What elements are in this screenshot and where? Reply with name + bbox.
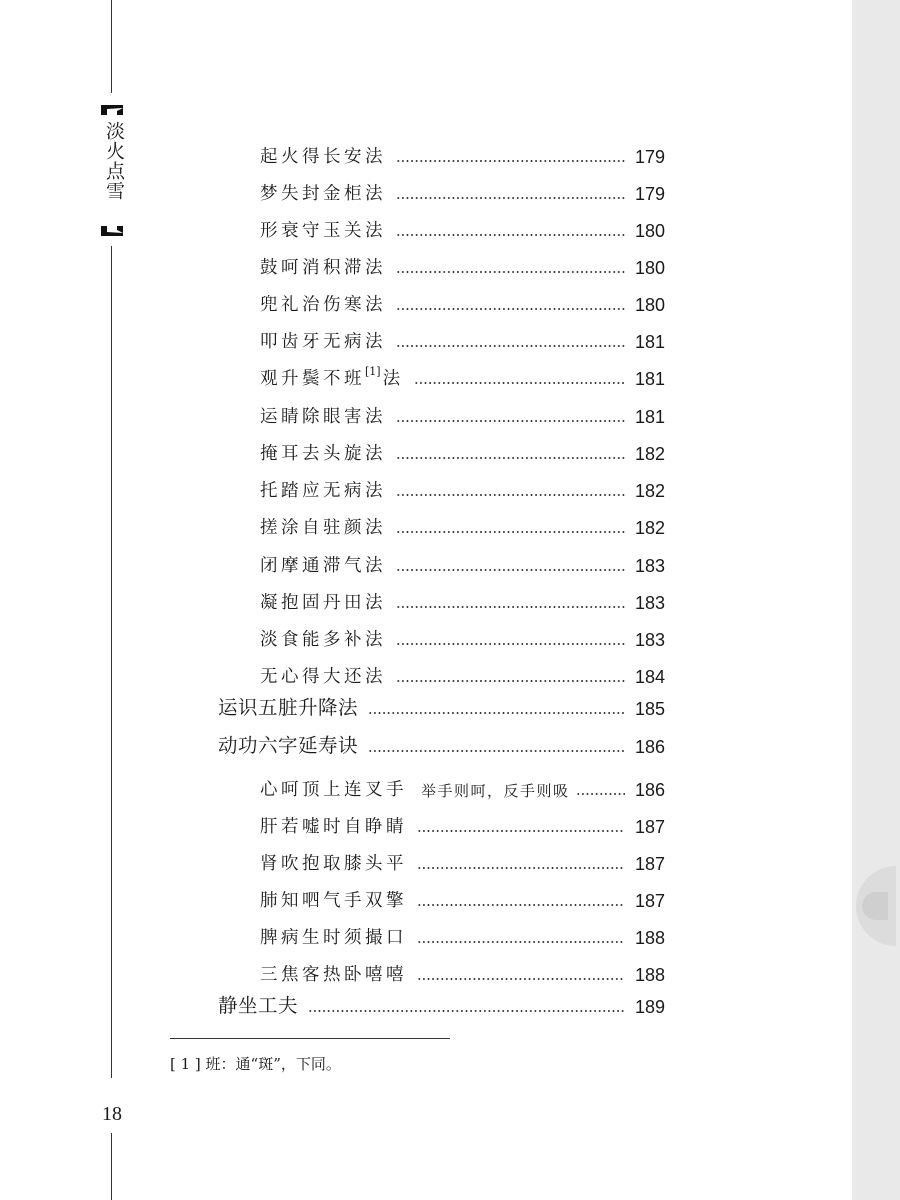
dot-leader [396,160,625,162]
toc-entry-page-number: 186 [634,737,665,757]
toc-entry-page-number: 185 [634,699,665,719]
footnote-divider [170,1038,450,1039]
toc-entry-title [260,626,386,651]
toc-entry-title-text: 形衰守玉关法 [260,221,386,241]
toc-entry [218,690,665,720]
toc-entry [260,249,665,279]
dot-leader [396,680,625,682]
dot-leader [417,830,625,832]
toc-entry [260,547,665,577]
toc-entry-page-number: 186 [634,780,665,800]
title-bracket-top-icon [101,105,123,115]
footnote-reference: [1] [365,365,381,378]
dot-leader [417,867,625,869]
toc-entry [260,286,665,316]
toc-entry-title-text: 淡食能多补法 [260,630,386,650]
toc-entry-page-number: 179 [634,147,665,167]
margin-rule-top [111,0,112,93]
toc-entry-title-text: 托踏应无病法 [260,481,386,501]
dot-leader [396,420,625,422]
toc-entry-title [260,514,386,539]
toc-entry-title-text: 脾病生时须撮口 [260,928,407,948]
running-book-title: 淡火点雪 [103,121,125,201]
dot-leader [576,793,625,795]
toc-entry-title [260,440,386,465]
dot-leader [396,494,625,496]
toc-entry-title [260,217,386,242]
toc-entry [260,771,665,801]
toc-entry-title [260,961,407,986]
dot-leader [368,712,625,714]
toc-entry-title-text: 梦失封金柜法 [260,184,386,204]
toc-entry-title [260,477,386,502]
toc-entry-title-text: 三焦客热卧嘻嘻 [260,965,407,985]
toc-entry-title [218,692,358,720]
toc-entry-page-number: 181 [634,369,665,389]
page-number: 18 [102,1103,122,1125]
dot-leader [414,382,625,384]
dot-leader [396,234,625,236]
toc-entry-page-number: 180 [634,221,665,241]
toc-entry [260,212,665,242]
toc-entry-title [260,254,386,279]
toc-entry [260,175,665,205]
toc-entry-page-number: 187 [634,817,665,837]
toc-entry-title-text: 肾吹抱取膝头平 [260,854,407,874]
toc-entry-title-text: 兜礼治伤寒法 [260,295,386,315]
toc-entry-title-text: 观升鬓不班 [260,369,365,389]
toc-entry [260,658,665,688]
toc-entry-title [260,143,386,168]
dot-leader [368,750,625,752]
toc-entry-title-text: 叩齿牙无病法 [260,332,386,352]
toc-entry-page-number: 188 [634,928,665,948]
toc-entry [260,808,665,838]
toc-entry-page-number: 181 [634,332,665,352]
toc-entry-page-number: 182 [634,481,665,501]
toc-entry [260,360,665,390]
toc-entry [260,509,665,539]
toc-entry [260,398,665,428]
toc-entry-page-number: 181 [634,407,665,427]
toc-entry-title [218,730,358,758]
toc-entry-page-number: 180 [634,295,665,315]
toc-entry-title-text: 肝若嘘时自睁睛 [260,817,407,837]
toc-entry-title-text: 心呵顶上连叉手 [260,780,407,800]
dot-leader [396,197,625,199]
thumb-index-notch [862,892,888,920]
dot-leader [396,569,625,571]
toc-entry-page-number: 183 [634,630,665,650]
dot-leader [396,643,625,645]
toc-entry-title [260,552,386,577]
toc-entry-title [260,924,407,949]
toc-entry-title-text: 动功六字延寿诀 [218,734,359,757]
dot-leader [396,606,625,608]
toc-entry-page-number: 182 [634,518,665,538]
toc-entry-title [260,180,386,205]
toc-entry [260,435,665,465]
toc-entry-page-number: 179 [634,184,665,204]
dot-leader [396,345,625,347]
toc-entry-page-number: 187 [634,891,665,911]
toc-entry-title [260,663,386,688]
toc-entry-annotation: 举手则呵，反手则吸 [421,782,570,800]
toc-entry [218,988,665,1018]
toc-entry [218,728,665,758]
toc-entry-title [260,887,407,912]
toc-entry-title [260,403,386,428]
toc-entry [260,956,665,986]
toc-entry [260,882,665,912]
toc-entry-page-number: 182 [634,444,665,464]
dot-leader [396,271,625,273]
toc-entry-title-text: 闭摩通滞气法 [260,556,386,576]
toc-entry-title [260,365,404,390]
toc-entry-title-text: 肺知呬气手双擎 [260,891,407,911]
dot-leader [396,308,625,310]
toc-entry-page-number: 189 [634,997,665,1017]
toc-entry-title-text: 凝抱固丹田法 [260,593,386,613]
toc-entry [260,621,665,651]
toc-entry-title [260,850,407,875]
toc-entry-page-number: 183 [634,556,665,576]
toc-entry [260,138,665,168]
title-bracket-bottom-icon [101,226,123,236]
toc-entry-title [260,589,386,614]
toc-entry-page-number: 180 [634,258,665,278]
dot-leader [417,904,625,906]
toc-entry [260,584,665,614]
toc-entry-page-number: 184 [634,667,665,687]
toc-entry-title [260,776,407,801]
page-edge-strip [852,0,900,1200]
dot-leader [308,1010,625,1012]
dot-leader [417,978,625,980]
toc-entry-title-text: 静坐工夫 [218,994,299,1017]
toc-entry-title [260,328,386,353]
dot-leader [396,531,625,533]
margin-rule-bottom [111,1133,112,1200]
toc-entry-title [260,291,386,316]
margin-rule-middle [111,246,112,1078]
toc-entry-title [218,990,298,1018]
toc-entry-title-text: 掩耳去头旋法 [260,444,386,464]
dot-leader [417,941,625,943]
toc-entry-title-suffix: 法 [382,369,404,389]
toc-entry [260,919,665,949]
footnote: [ 1 ] 班：通“斑”，下同。 [170,1055,341,1073]
dot-leader [396,457,625,459]
toc-entry-title-text: 鼓呵消积滞法 [260,258,386,278]
toc-entry [260,472,665,502]
toc-entry-title-text: 起火得长安法 [260,147,386,167]
toc-entry-title-text: 无心得大还法 [260,667,386,687]
toc-entry-page-number: 187 [634,854,665,874]
toc-entry-page-number: 183 [634,593,665,613]
toc-entry [260,845,665,875]
toc-entry-title-text: 运识五脏升降法 [218,696,359,719]
toc-entry [260,323,665,353]
toc-entry-title-text: 搓涂自驻颜法 [260,518,386,538]
toc-entry-page-number: 188 [634,965,665,985]
toc-entry-title [260,813,407,838]
toc-entry-title-text: 运睛除眼害法 [260,407,386,427]
